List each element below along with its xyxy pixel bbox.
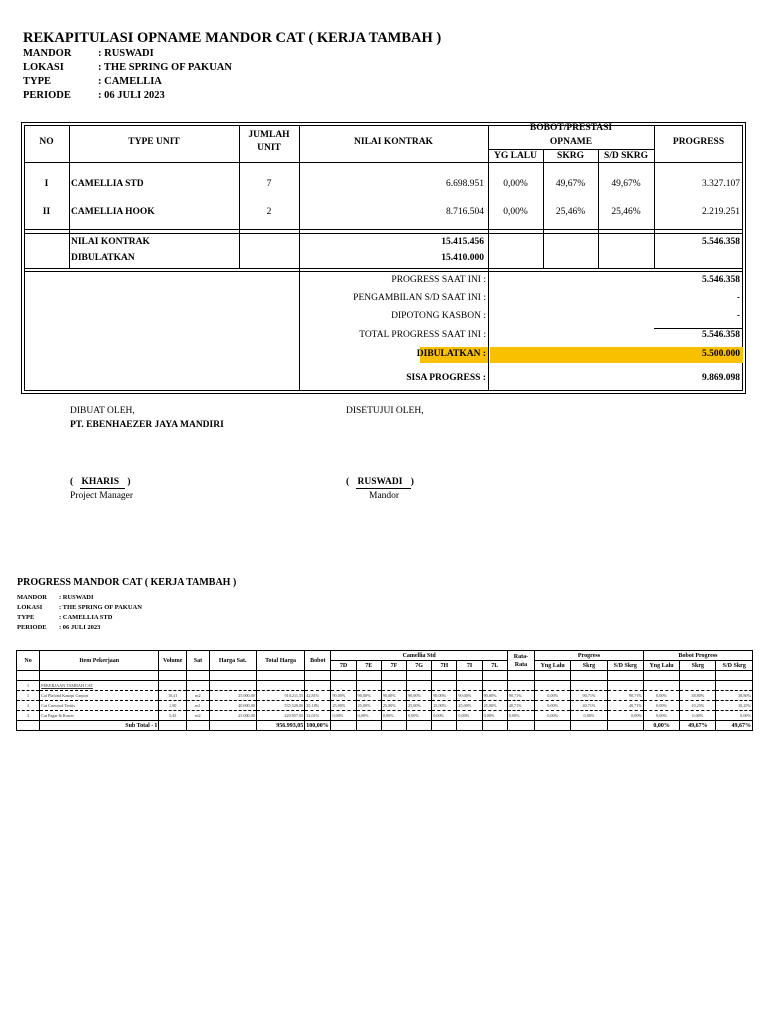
- r2-total: 535.520,00: [256, 701, 304, 711]
- r3-7l: 0,00%: [482, 711, 507, 721]
- th-volume: Volume: [159, 651, 187, 671]
- sig-left-company: PT. EBENHAEZER JAYA MANDIRI: [70, 420, 224, 430]
- th-item: Item Pekerjaan: [40, 651, 159, 671]
- r2-p-lalu: 0,00%: [535, 701, 571, 711]
- th-camellia-std: Camellia Std: [331, 651, 507, 661]
- totals-top-line: [24, 233, 743, 234]
- total-dibulatkan-value: 15.410.000: [441, 253, 484, 263]
- r2-no: 2: [17, 701, 40, 711]
- row-2-no: II: [42, 207, 51, 217]
- row-1-no: I: [44, 179, 49, 189]
- r1-b-lalu: 0,00%: [643, 691, 679, 701]
- table-row: [17, 691, 753, 701]
- r3-7i: 0,00%: [457, 711, 482, 721]
- r1-item: Cat Plafond Kanopi Carport: [40, 691, 159, 701]
- col-line-nilai: [488, 125, 489, 391]
- summary-dibulatkan-value: 5.500.000: [702, 349, 740, 359]
- th-unit-7g: 7G: [407, 661, 432, 671]
- bobot-sub-line: [488, 149, 654, 150]
- summary-progress-value: 5.546.358: [702, 275, 740, 285]
- r1-7d: 90,00%: [331, 691, 356, 701]
- r3-b-lalu: 0,00%: [643, 711, 679, 721]
- sig-right-name: ( RUSWADI ): [346, 477, 414, 487]
- r3-volume: 5,43: [159, 711, 187, 721]
- subtotal-b-lalu: 0,00%: [643, 721, 679, 731]
- r1-harga: 25.000,00: [209, 691, 256, 701]
- row-1-skrg: 49,67%: [555, 179, 586, 189]
- totals-bottom-line: [24, 268, 743, 269]
- row-2-progress: 2.219.251: [702, 207, 740, 217]
- th-progress-lalu: Yng Lalu: [535, 661, 571, 671]
- group-row: [17, 681, 753, 691]
- table-row: [17, 701, 753, 711]
- s2-meta-lokasi: LOKASI : THE SPRING OF PAKUAN: [17, 604, 142, 611]
- header-jumlah-1: JUMLAH: [248, 130, 290, 140]
- r3-p-lalu: 0,00%: [535, 711, 571, 721]
- header-no: NO: [39, 137, 54, 147]
- group-item: PEKERJAAN TAMBAH CAT: [40, 681, 159, 691]
- total-nilai-label: NILAI KONTRAK: [71, 237, 150, 247]
- r2-b-sd: 10,25%: [716, 701, 753, 711]
- header-yg-lalu: YG LALU: [493, 151, 538, 161]
- page-title: REKAPITULASI OPNAME MANDOR CAT ( KERJA TAMBAH ): [23, 30, 442, 46]
- r1-total: 910.211,55: [256, 691, 304, 701]
- total-dibulatkan-label: DIBULATKAN: [71, 253, 135, 263]
- r3-7e: 0,00%: [356, 711, 381, 721]
- total-progress-line: [654, 328, 743, 329]
- th-progress: Progress: [535, 651, 644, 661]
- sig-right-underline: [356, 488, 411, 489]
- th-bobot-sd: S/D Skrg: [716, 661, 753, 671]
- th-unit-7d: 7D: [331, 661, 356, 671]
- r3-harga: 25.000,00: [209, 711, 256, 721]
- row-2-jumlah: 2: [266, 207, 272, 217]
- summary-dibulatkan-label: DIBULATKAN :: [416, 349, 486, 359]
- r2-volume: 1,90: [159, 701, 187, 711]
- r3-item: Cat Pagar & Roster: [40, 711, 159, 721]
- summary-sisa-label: SISA PROGRESS :: [406, 373, 486, 383]
- th-unit-7l: 7L: [482, 661, 507, 671]
- r1-no: 1: [17, 691, 40, 701]
- sig-left-name: ( KHARIS ): [70, 477, 131, 487]
- th-unit-7f: 7F: [381, 661, 406, 671]
- r3-b-sd: 0,00%: [716, 711, 753, 721]
- total-progress-value: 5.546.358: [702, 237, 740, 247]
- row-1-progress: 3.327.107: [702, 179, 740, 189]
- subtotal-label: Sub Total - I: [40, 721, 159, 731]
- th-progress-skrg: Skrg: [571, 661, 607, 671]
- row-2-type: CAMELLIA HOOK: [71, 207, 155, 217]
- sig-left-title: DIBUAT OLEH,: [70, 406, 135, 416]
- th-bobot-lalu: Yng Lalu: [643, 661, 679, 671]
- r3-sat: m2: [187, 711, 209, 721]
- th-unit-7h: 7H: [432, 661, 457, 671]
- r3-7f: 0,00%: [381, 711, 406, 721]
- subtotal-b-skrg: 49,67%: [680, 721, 716, 731]
- th-bobot: Bobot: [305, 651, 331, 671]
- r2-bobot: 25,18%: [305, 701, 331, 711]
- header-bobot-2: OPNAME: [549, 137, 593, 147]
- r2-harga: 40.000,00: [209, 701, 256, 711]
- r3-p-sd: 0,00%: [607, 711, 643, 721]
- header-progress: PROGRESS: [672, 137, 725, 147]
- r1-p-sd: 90,71%: [607, 691, 643, 701]
- summary-top-line: [24, 271, 743, 272]
- row-1-yg-lalu: 0,00%: [503, 179, 528, 189]
- r3-7g: 0,00%: [407, 711, 432, 721]
- summary-kasbon-value: -: [736, 311, 740, 321]
- subtotal-total: 956.993,05: [256, 721, 304, 731]
- meta-lokasi: LOKASI : THE SPRING OF PAKUAN: [23, 62, 232, 73]
- r2-7l: 25,00%: [482, 701, 507, 711]
- th-sat: Sat: [187, 651, 209, 671]
- r2-b-skrg: 10,25%: [680, 701, 716, 711]
- th-harga-sat: Harga Sat.: [209, 651, 256, 671]
- s2-meta-periode: PERIODE : 06 JULI 2023: [17, 624, 101, 631]
- progress-detail-table: [16, 650, 753, 731]
- r1-7i: 90,00%: [457, 691, 482, 701]
- r2-7h: 25,00%: [432, 701, 457, 711]
- r1-p-skrg: 90,71%: [571, 691, 607, 701]
- row-2-skrg: 25,46%: [555, 207, 586, 217]
- section2-title: PROGRESS MANDOR CAT ( KERJA TAMBAH ): [17, 577, 237, 588]
- r1-volume: 10,41: [159, 691, 187, 701]
- meta-periode: PERIODE : 06 JULI 2023: [23, 90, 165, 101]
- sig-right-title: DISETUJUI OLEH,: [346, 406, 424, 416]
- r2-item: Cat Carwood Teritis: [40, 701, 159, 711]
- r2-7g: 25,00%: [407, 701, 432, 711]
- r1-bobot: 42,81%: [305, 691, 331, 701]
- header-jumlah-2: UNIT: [257, 143, 281, 153]
- summary-total-label: TOTAL PROGRESS SAAT INI :: [359, 330, 486, 340]
- header-skrg: SKRG: [557, 151, 584, 161]
- r1-7g: 90,00%: [407, 691, 432, 701]
- r1-sat: m2: [187, 691, 209, 701]
- th-total-harga: Total Harga: [256, 651, 304, 671]
- r3-total: 220.957,05: [256, 711, 304, 721]
- meta-type: TYPE : CAMELLIA: [23, 76, 162, 87]
- r3-7d: 0,00%: [331, 711, 356, 721]
- sig-left-underline: [80, 488, 125, 489]
- th-bobot-skrg: Skrg: [680, 661, 716, 671]
- row-1-jumlah: 7: [266, 179, 272, 189]
- summary-progress-label: PROGRESS SAAT INI :: [391, 275, 486, 285]
- header-sd-skrg: S/D SKRG: [603, 151, 649, 161]
- table-row: [17, 711, 753, 721]
- rows-bottom-line: [24, 229, 743, 230]
- subtotal-b-sd: 49,67%: [716, 721, 753, 731]
- r2-b-lalu: 0,00%: [643, 701, 679, 711]
- sig-left-role: Project Manager: [70, 491, 134, 501]
- row-1-nilai: 6.698.951: [446, 179, 484, 189]
- r3-rata: 0,00%: [507, 711, 534, 721]
- r3-7h: 0,00%: [432, 711, 457, 721]
- header-type-unit: TYPE UNIT: [128, 137, 180, 147]
- r3-b-skrg: 0,00%: [680, 711, 716, 721]
- r2-7i: 25,00%: [457, 701, 482, 711]
- row-2-nilai: 8.716.504: [446, 207, 484, 217]
- group-no: I: [17, 681, 40, 691]
- summary-kasbon-label: DIPOTONG KASBON :: [391, 311, 486, 321]
- header-bobot-1: BOBOT/PRESTASI: [529, 123, 613, 133]
- summary-pengambilan-value: -: [736, 293, 740, 303]
- r1-b-sd: 38,80%: [716, 691, 753, 701]
- r3-p-skrg: 0,00%: [571, 711, 607, 721]
- r1-7e: 90,00%: [356, 691, 381, 701]
- th-rata-rata: Rata- Rata: [507, 651, 534, 671]
- r3-bobot: 32,01%: [305, 711, 331, 721]
- r1-7f: 90,00%: [381, 691, 406, 701]
- r2-p-sd: 40,71%: [607, 701, 643, 711]
- r1-p-lalu: 0,00%: [535, 691, 571, 701]
- r3-no: 3: [17, 711, 40, 721]
- r1-7l: 90,00%: [482, 691, 507, 701]
- th-progress-sd: S/D Skrg: [607, 661, 643, 671]
- subtotal-bobot: 100,00%: [305, 721, 331, 731]
- row-2-yg-lalu: 0,00%: [503, 207, 528, 217]
- meta-mandor: MANDOR : RUSWADI: [23, 48, 154, 59]
- r1-rata: 90,71%: [507, 691, 534, 701]
- s2-meta-type: TYPE : CAMELLIA STD: [17, 614, 113, 621]
- th-unit-7i: 7I: [457, 661, 482, 671]
- summary-sisa-value: 9.869.098: [702, 373, 740, 383]
- header-nilai-kontrak: NILAI KONTRAK: [354, 137, 433, 147]
- r2-7e: 25,00%: [356, 701, 381, 711]
- r2-7d: 25,00%: [331, 701, 356, 711]
- r2-p-skrg: 40,71%: [571, 701, 607, 711]
- th-no: No: [17, 651, 40, 671]
- summary-total-value: 5.546.358: [702, 330, 740, 340]
- total-nilai-value: 15.415.456: [441, 237, 484, 247]
- row-1-type: CAMELLIA STD: [71, 179, 144, 189]
- r2-rata: 40,71%: [507, 701, 534, 711]
- row-1-sd-skrg: 49,67%: [611, 179, 641, 189]
- summary-pengambilan-label: PENGAMBILAN S/D SAAT INI :: [353, 293, 486, 303]
- row-2-sd-skrg: 25,46%: [611, 207, 641, 217]
- r1-7h: 90,00%: [432, 691, 457, 701]
- r2-7f: 25,00%: [381, 701, 406, 711]
- sig-right-role: Mandor: [369, 491, 400, 501]
- th-unit-7e: 7E: [356, 661, 381, 671]
- s2-meta-mandor: MANDOR : RUSWADI: [17, 594, 94, 601]
- r2-sat: m1: [187, 701, 209, 711]
- r1-b-skrg: 38,80%: [680, 691, 716, 701]
- header-bottom-line: [24, 162, 743, 163]
- th-bobot-progress: Bobot Progress: [643, 651, 752, 661]
- subtotal-row: [17, 721, 753, 731]
